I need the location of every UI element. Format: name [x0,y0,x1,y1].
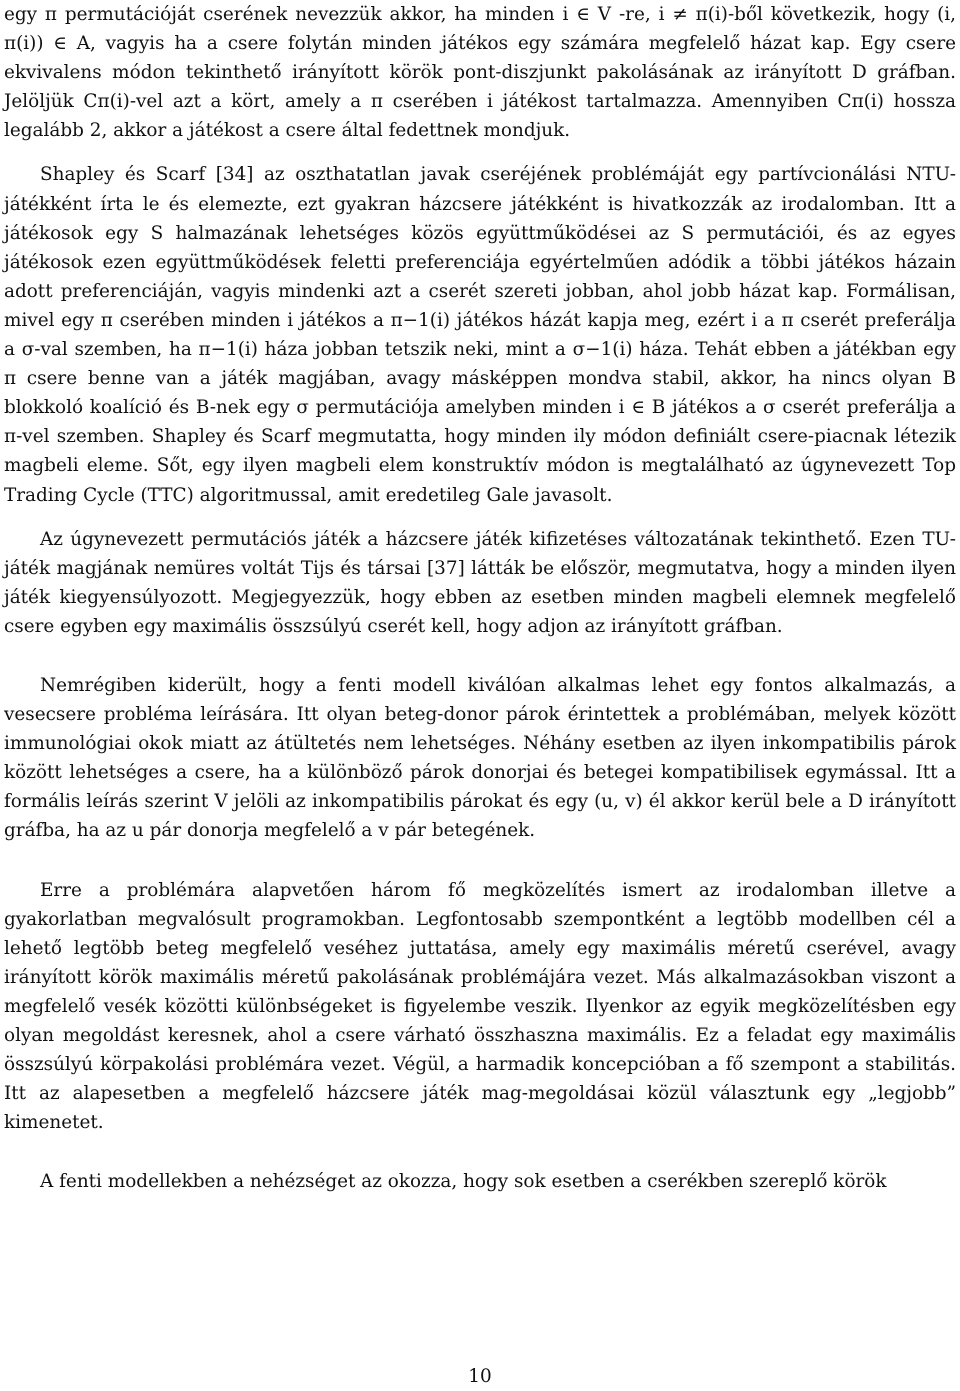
paragraph-exchange-definition: egy π permutációját cserének nevezzük akkor, ha minden i ∈ V -re, i ≠ π(i)-ből következik, hogy (i, π(i)) ∈ A, vagyis ha a csere folytán minden játékos egy számára megfelelő házat kap. Egy csere ekvivalens módon tekinthető irányított körök pont-diszjunkt pakolásának az irányított D gráfban. Jelöljük Cπ(i)-vel azt a kört, amely a π cserében i játékost tartalmazza. Amennyiben Cπ(i) hossza legalább 2, akkor a játékost a csere által fedettnek mondjuk. [4,4,956,142]
paragraph-gap [4,641,956,671]
paragraph-gap [4,145,956,160]
paragraph-gap [4,510,956,525]
paragraph-gap [4,1137,956,1167]
paragraph-gap [4,846,956,876]
paragraph-difficulty: A fenti modellekben a nehézséget az okozza, hogy sok esetben a cserékben szereplő körök [40,1171,887,1193]
page-number: 10 [468,1366,492,1387]
paragraph-permutation-game: Az úgynevezett permutációs játék a házcsere játék kifizetéses változatának tekinthető. Ezen TU-játék magjának nemüres voltát Tijs és társai [37] látták be először, megmutatva, hogy a minden ilyen játék kiegyensúlyozott. Megjegyezzük, hogy ebben az esetben minden magbeli elemnek megfelelő csere egyben egy maximális összsúlyú cserét kell, hogy adjon az irányított gráfban. [4,528,956,637]
paragraph-shapley-scarf: Shapley és Scarf [34] az oszthatatlan javak cseréjének problémáját egy partívcionálási NTU-játékként írta le és elemezte, ezt gyakran házcsere játékként is hivatkozzák az irodalomban. Itt a játékosok egy S halmazának lehetséges közös együttműködései az S permutációi, és az egyes játékosok ezen együttműködések feletti preferenciája egyértelműen adódik a többi játékos házain adott preferenciáján, vagyis mindenki azt a cserét szereti jobban, ahol jobb házat kap. Formálisan, mivel egy π cserében minden i játékos a π−1(i) játékos házát kapja meg, ezért i a π cserét preferálja a σ-val szemben, ha π−1(i) háza jobban tetszik neki, mint a σ−1(i) háza. Tehát ebben a játékban egy π csere benne van a játék magjában, avagy másképpen mondva stabil, akkor, ha nincs olyan B blokkoló koalíció és B-nek egy σ permutációja amelyben minden i ∈ B játékos a σ cserét preferálja a π-vel szemben. Shapley és Scarf megmutatta, hogy minden ily módon definiált csere-piacnak létezik magbeli eleme. Sőt, egy ilyen magbeli elem konstruktív módon is megtalálható az úgynevezett Top Trading Cycle (TTC) algoritmussal, amit eredetileg Gale javasolt. [4,164,956,506]
paragraph-kidney-exchange: Nemrégiben kiderült, hogy a fenti modell kiválóan alkalmas lehet egy fontos alkalmazás, a vesecsere probléma leírására. Itt olyan beteg-donor párok érintettek a problémában, melyek között immunológiai okok miatt az átültetés nem lehetséges. Néhány esetben az ilyen inkompatibilis párok között lehetséges a csere, ha a különböző párok donorjai és betegei kompatibilisek egymással. Itt a formális leírás szerint V jelöli az inkompatibilis párokat és egy (u, v) él akkor kerül bele a D irányított gráfba, ha az u pár donorja megfelelő a v pár betegének. [4,674,956,842]
paragraph-approaches: Erre a problémára alapvetően három fő megközelítés ismert az irodalomban illetve a gyakorlatban megvalósult programokban. Legfontosabb szempontként a legtöbb modellben cél a lehető legtöbb beteg megfelelő veséhez juttatása, amely egy maximális méretű cserével, avagy irányított körök maximális méretű pakolásának problémájára vezet. Más alkalmazásokban viszont a megfelelő vesék közötti különbségeket is figyelembe veszik. Ilyenkor az egyik megközelítésben egy olyan megoldást keresnek, ahol a csere várható összhaszna maximális. Ez a feladat egy maximális összsúlyú körpakolási problémára vezet. Végül, a harmadik koncepcióban a fő szempont a stabilitás. Itt az alapesetben a megfelelő házcsere játék mag-megoldásai közül választunk egy „legjobb” kimenetet. [4,879,956,1134]
